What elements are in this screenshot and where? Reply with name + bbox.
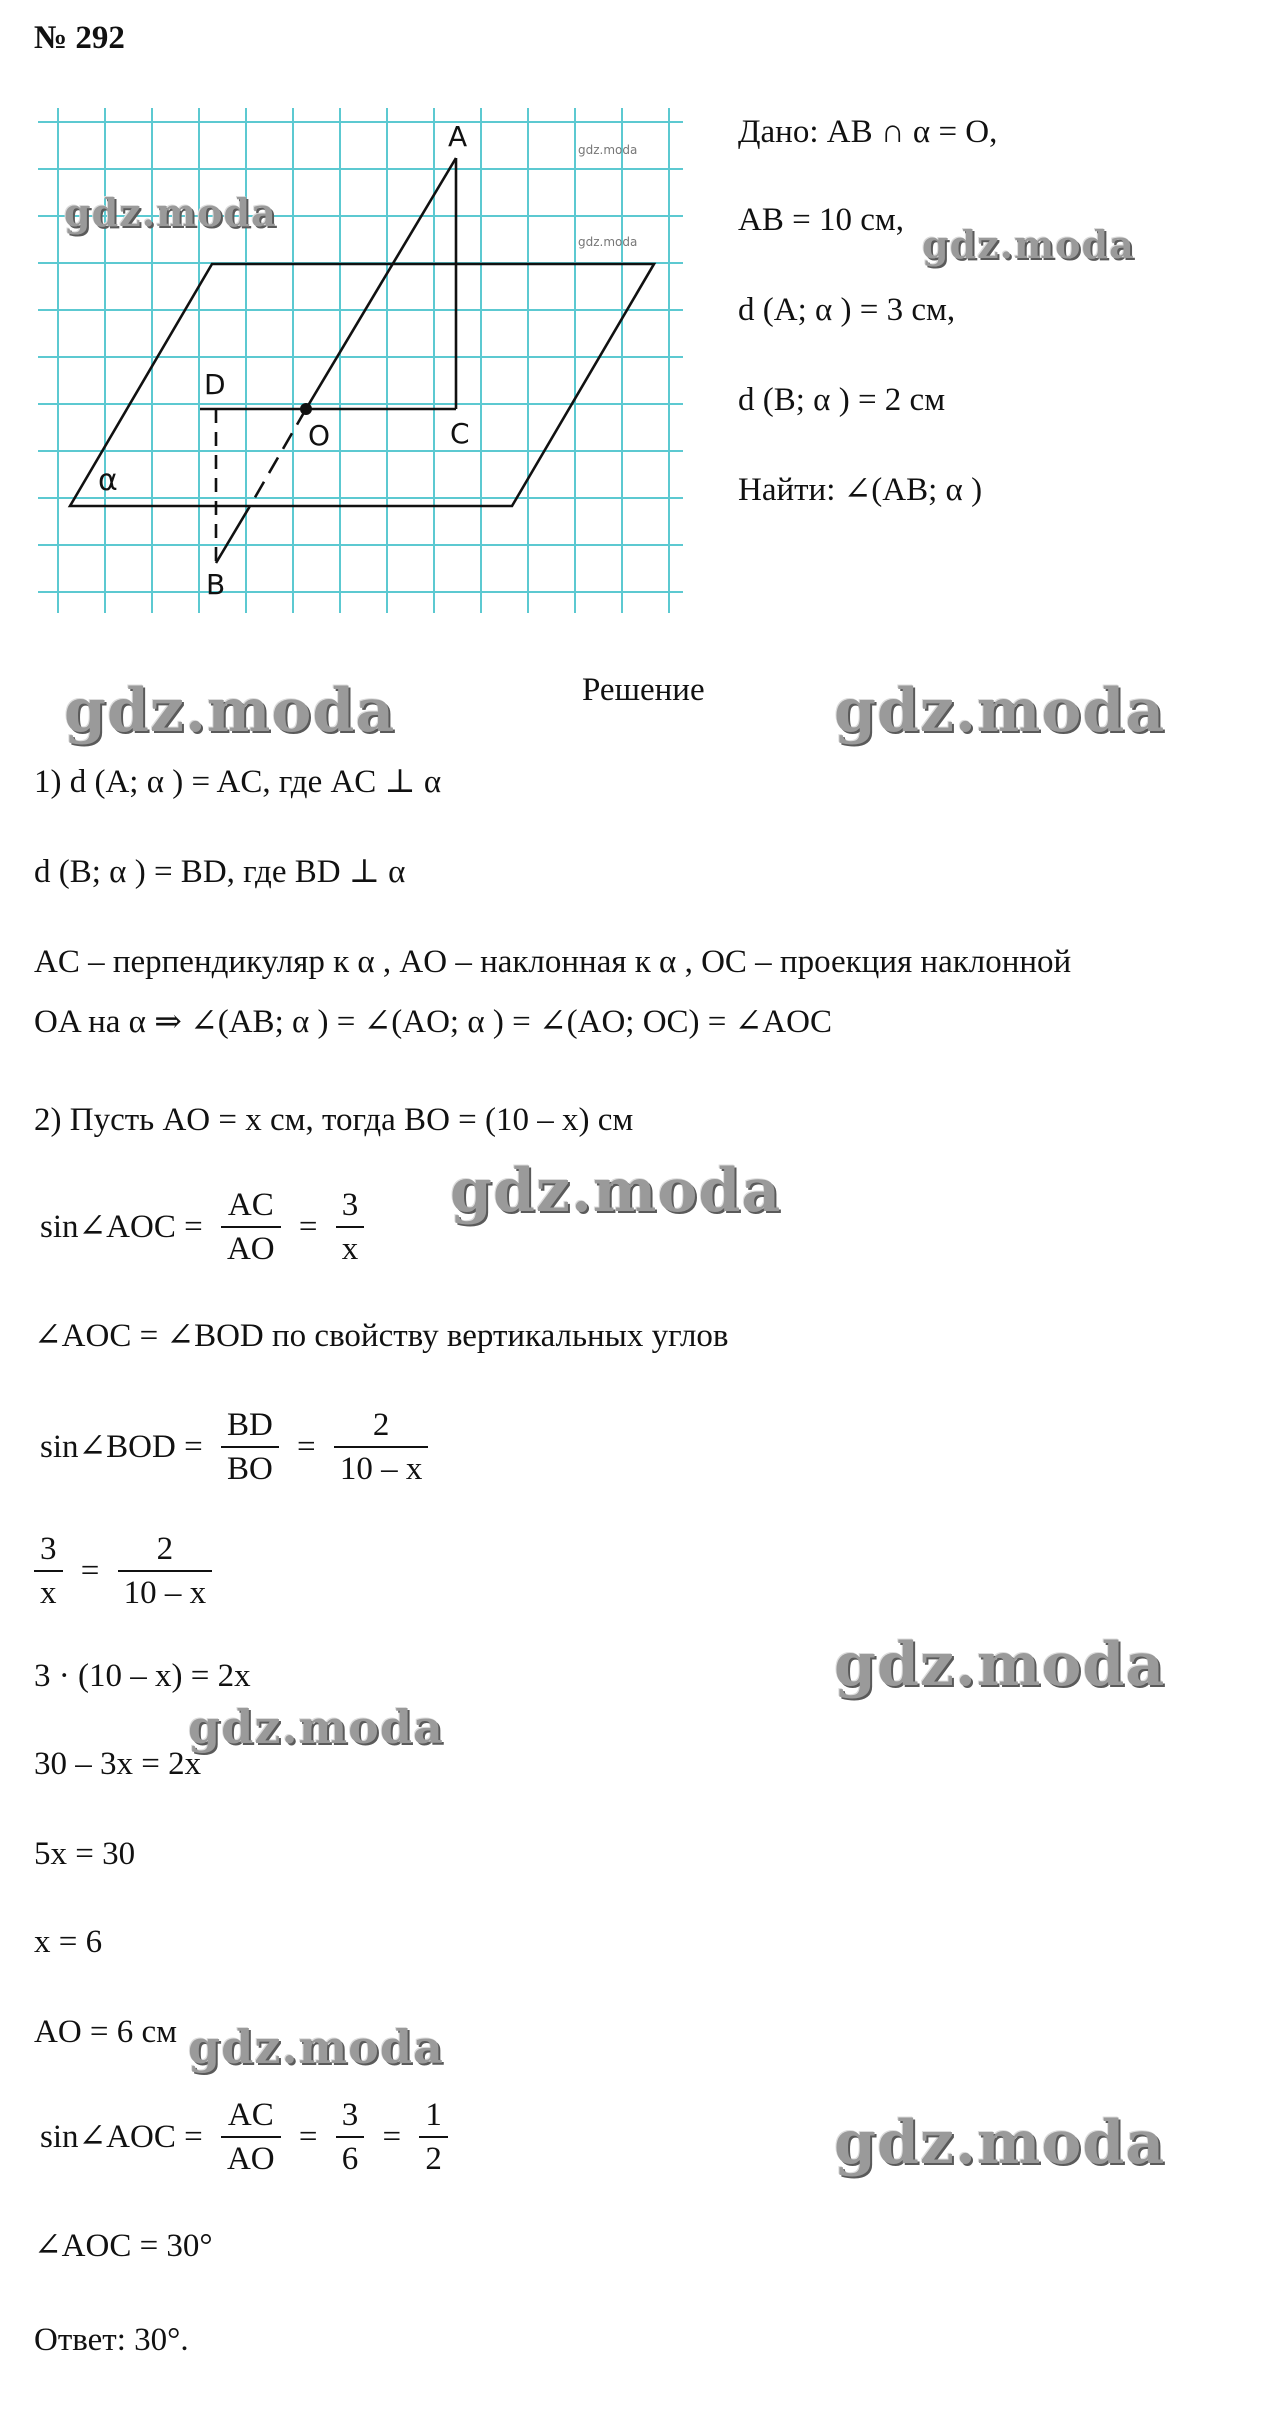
numerator: 3 bbox=[40, 1531, 57, 1567]
fraction bbox=[221, 2096, 281, 2178]
given-line: d (A; α ) = 3 см, bbox=[738, 292, 956, 328]
watermark-logo: gdz.moda bbox=[188, 1700, 444, 1754]
formula-lhs: sin∠AOC = bbox=[40, 2119, 203, 2155]
numerator: 2 bbox=[372, 1407, 390, 1443]
given-line: Дано: AB ∩ α = O, bbox=[738, 114, 998, 150]
equals-sign: = bbox=[298, 2119, 318, 2155]
watermark-logo: gdz.moda bbox=[64, 190, 277, 235]
denominator: 6 bbox=[336, 2136, 365, 2178]
denominator: BO bbox=[221, 1446, 279, 1488]
problem-number: № 292 bbox=[34, 20, 125, 56]
fraction bbox=[221, 1406, 279, 1488]
watermark-logo: gdz.moda bbox=[450, 1156, 782, 1226]
equals-sign: = bbox=[382, 2119, 402, 2155]
denominator: AO bbox=[221, 2136, 281, 2178]
watermark-logo: gdz.moda bbox=[64, 676, 396, 746]
solution-title: Решение bbox=[582, 672, 705, 708]
denominator: x bbox=[336, 1226, 365, 1268]
solution-line: 2) Пусть AO = x см, тогда BO = (10 – x) см bbox=[34, 1102, 634, 1138]
solution-line: OA на α ⇒ ∠(AB; α ) = ∠(AO; α ) = ∠(AO; OC) = ∠AOC bbox=[34, 1004, 832, 1040]
watermark-logo: gdz.moda bbox=[834, 2108, 1166, 2178]
fraction bbox=[336, 1186, 365, 1268]
numerator: 3 bbox=[341, 2097, 359, 2133]
geometry-figure bbox=[38, 108, 688, 618]
solution-line: 3 · (10 – x) = 2x bbox=[34, 1658, 251, 1694]
formula-sin-bod bbox=[34, 1406, 432, 1488]
watermark-logo: gdz.moda bbox=[188, 2020, 444, 2074]
solution-line: AC – перпендикуляр к α , AO – наклонная к α , OC – проекция наклонной bbox=[34, 944, 1072, 980]
formula-lhs: sin∠BOD = bbox=[40, 1429, 203, 1465]
fraction bbox=[221, 1186, 281, 1268]
solution-line: 1) d (A; α ) = AC, где AC ⊥ α bbox=[34, 764, 442, 800]
watermark-tiny: gdz.moda bbox=[578, 143, 638, 157]
formula-proportion bbox=[30, 1530, 216, 1612]
denominator: 2 bbox=[419, 2136, 448, 2178]
given-line: AB = 10 см, bbox=[738, 202, 904, 238]
watermark-logo: gdz.moda bbox=[834, 676, 1166, 746]
fraction bbox=[118, 1530, 213, 1612]
solution-line: d (B; α ) = BD, где BD ⊥ α bbox=[34, 854, 406, 890]
denominator: 10 – x bbox=[334, 1446, 429, 1488]
solution-line: 30 – 3x = 2x bbox=[34, 1746, 202, 1782]
equals-sign: = bbox=[80, 1553, 100, 1589]
numerator: AC bbox=[227, 1187, 274, 1223]
numerator: BD bbox=[226, 1407, 273, 1443]
solution-line: x = 6 bbox=[34, 1924, 103, 1960]
label-alpha: α bbox=[98, 463, 118, 498]
formula-sin-aoc-result bbox=[34, 2096, 452, 2178]
watermark-tiny: gdz.moda bbox=[578, 235, 638, 249]
solution-line: AO = 6 см bbox=[34, 2014, 178, 2050]
formula-lhs: sin∠AOC = bbox=[40, 1209, 203, 1245]
denominator: 10 – x bbox=[118, 1570, 213, 1612]
fraction bbox=[336, 2096, 365, 2178]
numerator: 1 bbox=[425, 2097, 442, 2133]
given-line: d (B; α ) = 2 см bbox=[738, 382, 946, 418]
formula-sin-aoc bbox=[34, 1186, 368, 1268]
find-line: Найти: ∠(AB; α ) bbox=[738, 472, 983, 508]
equals-sign: = bbox=[297, 1429, 316, 1465]
label-A: A bbox=[448, 120, 468, 153]
plane-alpha bbox=[70, 264, 654, 506]
label-O: O bbox=[308, 419, 331, 452]
watermark-logo: gdz.moda bbox=[922, 222, 1135, 267]
grid bbox=[38, 108, 683, 613]
numerator: AC bbox=[227, 2097, 274, 2133]
watermark-logo: gdz.moda bbox=[834, 1630, 1166, 1700]
denominator: AO bbox=[221, 1226, 281, 1268]
fraction bbox=[419, 2096, 448, 2178]
solution-line: ∠AOC = 30° bbox=[34, 2228, 213, 2264]
solution-line: 5x = 30 bbox=[34, 1836, 136, 1872]
answer-line: Ответ: 30°. bbox=[34, 2322, 189, 2358]
fraction bbox=[334, 1406, 429, 1488]
numerator: 3 bbox=[341, 1187, 359, 1223]
label-B: B bbox=[206, 568, 226, 601]
numerator: 2 bbox=[156, 1531, 174, 1567]
label-C: C bbox=[450, 417, 470, 450]
denominator: x bbox=[34, 1570, 63, 1612]
equals-sign: = bbox=[298, 1209, 318, 1245]
point-O bbox=[300, 403, 312, 415]
fraction bbox=[34, 1530, 63, 1612]
segment-OB-visible bbox=[216, 506, 250, 563]
segment-OB-hidden bbox=[250, 409, 306, 506]
label-D: D bbox=[204, 368, 226, 401]
solution-line: ∠AOC = ∠BOD по свойству вертикальных углов bbox=[34, 1318, 729, 1354]
